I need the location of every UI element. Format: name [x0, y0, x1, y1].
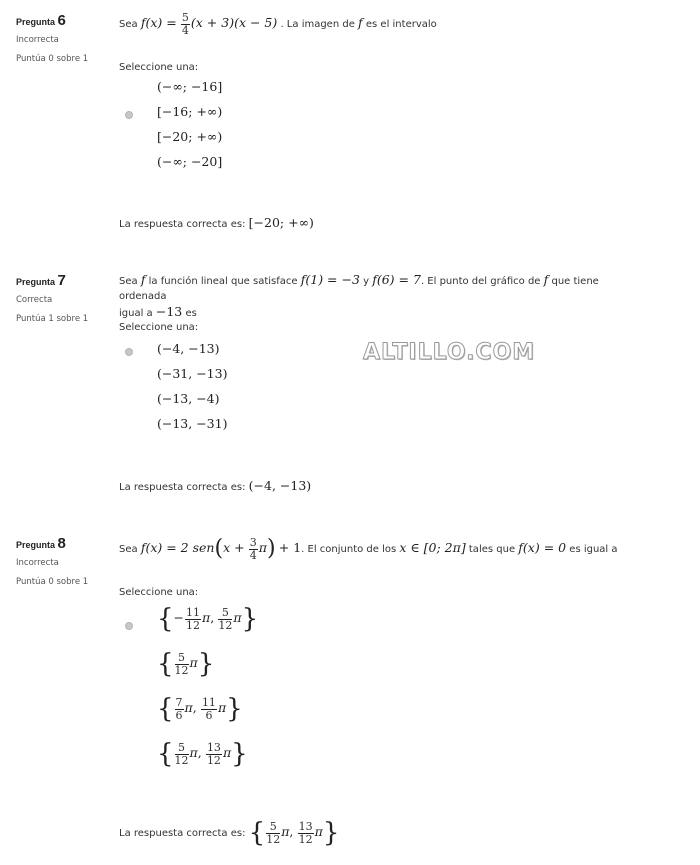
correct-answer: La respuesta correcta es: { $\frac{5}{12}$ π, $\frac{13}{12}$ π} — [119, 818, 340, 848]
option-b[interactable] — [119, 650, 569, 695]
question-grade: Puntúa 0 sobre 1 — [16, 54, 89, 64]
option-label: { $\frac{5}{12}$ π, $\frac{13}{12}$ π} — [157, 739, 248, 769]
correct-answer: La respuesta correcta es: (−4, −13) — [119, 478, 312, 493]
radio-button-selected[interactable] — [125, 622, 133, 630]
question-prompt: Sea f la función lineal que satisface f(1) = −3 y f(6) = 7. El punto del gráfico de f que tiene ordenada igual a −13 es — [119, 272, 599, 319]
question-info — [16, 535, 106, 587]
question-state: Incorrecta — [16, 558, 59, 568]
radio-button-selected[interactable] — [125, 111, 133, 119]
radio-button[interactable] — [125, 667, 133, 675]
radio-button[interactable] — [125, 398, 133, 406]
option-d[interactable] — [119, 153, 569, 178]
radio-button[interactable] — [125, 86, 133, 94]
option-a[interactable] — [119, 78, 569, 103]
question-grade: Puntúa 0 sobre 1 — [16, 577, 89, 587]
watermark-logo: ALTILLO.COM — [363, 340, 536, 365]
question-7 — [0, 272, 700, 502]
question-state: Correcta — [16, 295, 53, 305]
question-number: Pregunta 8 — [16, 535, 66, 552]
option-label: { $\frac{5}{12}$ π} — [157, 649, 215, 679]
question-6 — [0, 12, 700, 242]
radio-button-selected[interactable] — [125, 348, 133, 356]
radio-button[interactable] — [125, 136, 133, 144]
correct-answer: La respuesta correcta es: [−20; +∞) — [119, 215, 314, 230]
option-label: (−4, −13) — [157, 341, 220, 356]
radio-button[interactable] — [125, 373, 133, 381]
question-info — [16, 272, 106, 324]
answer-options — [119, 605, 569, 785]
option-d[interactable] — [119, 415, 569, 440]
option-label: { $\frac{7}{6}$ π, $\frac{11}{6}$ π} — [157, 694, 243, 724]
option-c[interactable] — [119, 695, 569, 740]
option-label: (−13, −31) — [157, 416, 228, 431]
question-8 — [0, 535, 700, 865]
radio-button[interactable] — [125, 161, 133, 169]
option-label: (−31, −13) — [157, 366, 228, 381]
question-prompt: Sea f(x) = 2 sen(x + $\frac{3}{4}$ π) + 1. El conjunto de los x ∈ [0; 2π] tales que f(x) = 0 es igual a — [119, 536, 618, 562]
question-number: Pregunta 6 — [16, 12, 66, 29]
radio-button[interactable] — [125, 757, 133, 765]
question-number: Pregunta 7 — [16, 272, 66, 289]
option-c[interactable] — [119, 390, 569, 415]
question-info — [16, 12, 106, 64]
question-state: Incorrecta — [16, 35, 59, 45]
option-b[interactable] — [119, 103, 569, 128]
radio-button[interactable] — [125, 712, 133, 720]
select-label: Seleccione una: — [119, 62, 199, 73]
question-grade: Puntúa 1 sobre 1 — [16, 314, 89, 324]
option-d[interactable] — [119, 740, 569, 785]
select-label: Seleccione una: — [119, 322, 199, 333]
option-b[interactable] — [119, 365, 569, 390]
option-label: [−20; +∞) — [157, 129, 223, 144]
option-label: {− $\frac{11}{12}$ π, $\frac{5}{12}$ π} — [157, 604, 259, 634]
option-label: (−∞; −20] — [157, 154, 223, 169]
option-a[interactable] — [119, 605, 569, 650]
option-c[interactable] — [119, 128, 569, 153]
radio-button[interactable] — [125, 423, 133, 431]
option-label: (−13, −4) — [157, 391, 220, 406]
option-label: (−∞; −16] — [157, 79, 223, 94]
question-prompt: Sea f(x) = $\frac{5}{4}$ (x + 3)(x − 5) . La imagen de f es el intervalo — [119, 11, 437, 37]
option-label: [−16; +∞) — [157, 104, 223, 119]
select-label: Seleccione una: — [119, 587, 199, 598]
answer-options — [119, 78, 569, 178]
